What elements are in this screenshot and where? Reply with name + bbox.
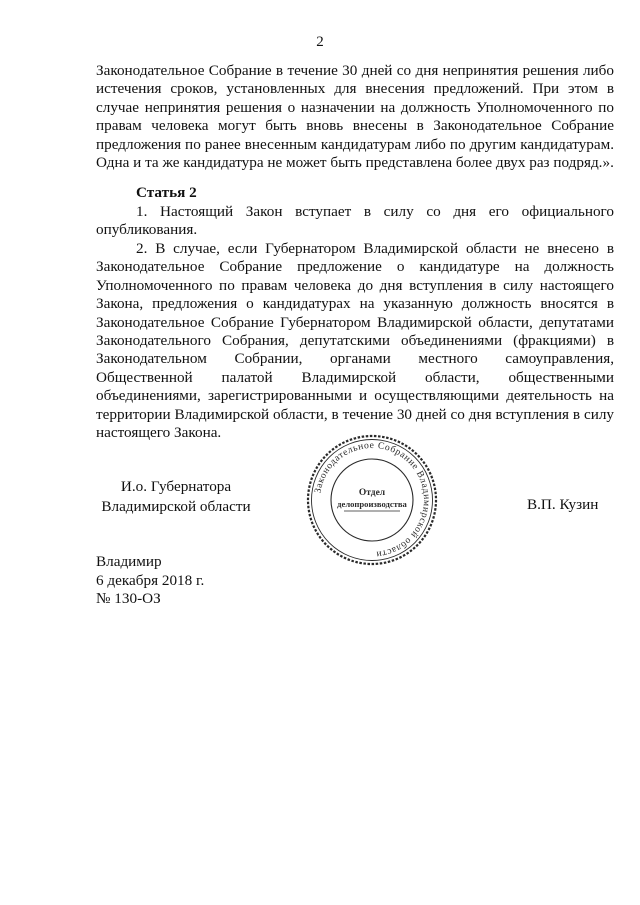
footer-city: Владимир [96,553,162,570]
paragraph-continuation: Законодательное Собрание в течение 30 дней со дня непринятия решения либо истечения сроков, установленных для внесения предложений. При этом в случае непринятия решения о назначении на должность Уполномоченного по правам человека могут быть вновь внесены в Законодательное Собрание предложения по ранее внесенным кандидатурам либо по другим кандидатурам. Одна и та же кандидатура не может быть представлена более двух раз подряд.». [96,62,614,172]
official-stamp [304,432,440,568]
footer-law-number: № 130-ОЗ [96,590,161,607]
stamp-ring-text: Законодательное Собрание Владимирской области [312,439,433,560]
signatory-name: В.П. Кузин [527,496,599,513]
article-paragraph-1: 1. Настоящий Закон вступает в силу со дня его официального опубликования. [96,203,614,239]
page-number: 2 [316,34,324,50]
article-paragraph-2: 2. В случае, если Губернатором Владимирской области не внесено в Законодательное Собрание предложение о кандидатуре на должность Уполномоченного по правам человека до дня вступления в силу настоящего Закона, предложения о кандидатурах на указанную должность вносятся в Законодательное Собрание Губернатором Владимирской области, депутатами Законодательного Собрания, депутатскими объединениями (фракциями) в Законодательном Собрании, органами местного самоуправления, Общественной палатой Владимирской области, общественными объединениями, зарегистрированными и осуществляющими деятельность на территории Владимирской области, в течение 30 дней со дня вступления в силу настоящего Закона. [96,240,614,442]
article-heading: Статья 2 [136,184,197,201]
signatory-title [96,477,256,517]
document-footer [96,553,204,609]
stamp-center-line-1: Отдел [358,488,386,498]
footer-date: 6 декабря 2018 г. [96,571,205,589]
signatory-title-line-1: И.о. Губернатора [120,478,232,495]
signatory-title-line-2: Владимирской области [101,498,251,515]
stamp-center-line-2: делопроизводства [337,499,407,509]
